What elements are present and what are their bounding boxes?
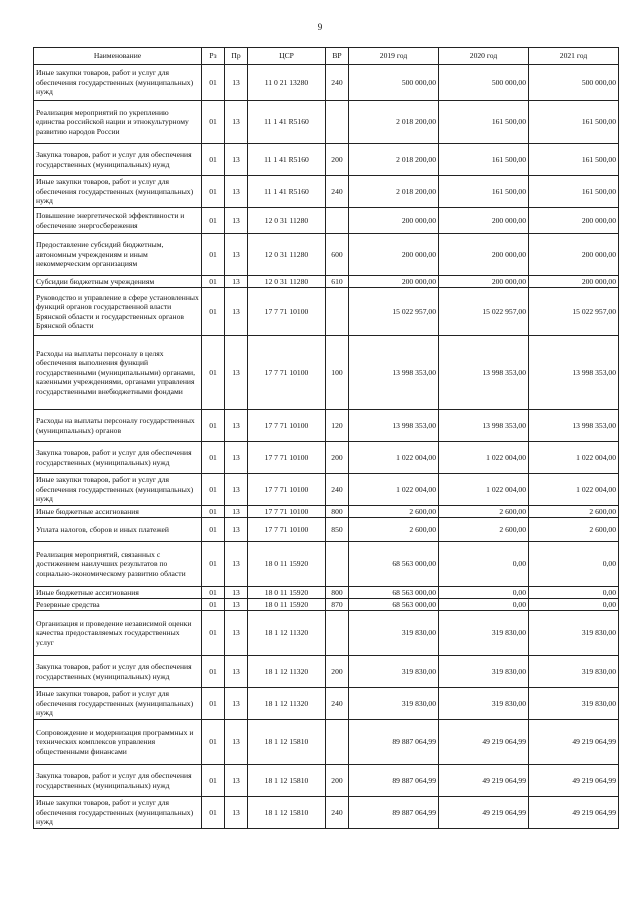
row-rz: 01 xyxy=(202,336,225,410)
row-csr: 18 1 12 11320 xyxy=(248,688,326,720)
row-vr xyxy=(326,542,349,587)
row-csr: 11 0 21 13280 xyxy=(248,65,326,101)
row-name: Руководство и управление в сфере установленных функций органов государственной власти Брянской области и государственных органов Брянской области xyxy=(34,288,202,336)
row-csr: 17 7 71 10100 xyxy=(248,474,326,506)
row-2021: 13 998 353,00 xyxy=(529,410,619,442)
row-csr: 17 7 71 10100 xyxy=(248,288,326,336)
row-2020: 15 022 957,00 xyxy=(439,288,529,336)
row-vr: 120 xyxy=(326,410,349,442)
row-pr: 13 xyxy=(225,144,248,176)
row-csr: 18 0 11 15920 xyxy=(248,599,326,611)
row-2019: 2 018 200,00 xyxy=(349,101,439,144)
row-pr: 13 xyxy=(225,765,248,797)
row-name: Иные закупки товаров, работ и услуг для обеспечения государственных (муниципальных) нужд xyxy=(34,65,202,101)
row-rz: 01 xyxy=(202,506,225,518)
row-2021: 500 000,00 xyxy=(529,65,619,101)
row-name: Реализация мероприятий по укреплению единства российской нации и этнокультурному развитию народов России xyxy=(34,101,202,144)
row-2019: 89 887 064,99 xyxy=(349,720,439,765)
row-vr: 870 xyxy=(326,599,349,611)
header-name: Наименование xyxy=(34,48,202,65)
row-vr: 200 xyxy=(326,765,349,797)
row-vr xyxy=(326,208,349,234)
row-2020: 319 830,00 xyxy=(439,611,529,656)
table-row xyxy=(34,587,619,599)
row-2021: 161 500,00 xyxy=(529,144,619,176)
row-rz: 01 xyxy=(202,234,225,276)
row-2021: 49 219 064,99 xyxy=(529,720,619,765)
row-2021: 1 022 004,00 xyxy=(529,442,619,474)
row-pr: 13 xyxy=(225,336,248,410)
row-csr: 17 7 71 10100 xyxy=(248,506,326,518)
row-pr: 13 xyxy=(225,797,248,829)
row-csr: 18 0 11 15920 xyxy=(248,587,326,599)
row-csr: 18 1 12 11320 xyxy=(248,656,326,688)
row-2019: 319 830,00 xyxy=(349,611,439,656)
table-row xyxy=(34,288,619,336)
row-2021: 161 500,00 xyxy=(529,101,619,144)
row-2019: 1 022 004,00 xyxy=(349,442,439,474)
table-row xyxy=(34,599,619,611)
row-rz: 01 xyxy=(202,276,225,288)
row-pr: 13 xyxy=(225,208,248,234)
row-2021: 0,00 xyxy=(529,542,619,587)
row-name: Резервные средства xyxy=(34,599,202,611)
row-2019: 13 998 353,00 xyxy=(349,410,439,442)
row-vr: 240 xyxy=(326,65,349,101)
row-2021: 200 000,00 xyxy=(529,234,619,276)
row-vr: 200 xyxy=(326,656,349,688)
row-name: Расходы на выплаты персоналу государственных (муниципальных) органов xyxy=(34,410,202,442)
table-row xyxy=(34,611,619,656)
row-vr: 200 xyxy=(326,144,349,176)
row-name: Закупка товаров, работ и услуг для обеспечения государственных (муниципальных) нужд xyxy=(34,442,202,474)
row-2019: 2 018 200,00 xyxy=(349,144,439,176)
row-csr: 18 1 12 11320 xyxy=(248,611,326,656)
row-rz: 01 xyxy=(202,288,225,336)
table-row xyxy=(34,765,619,797)
row-2021: 200 000,00 xyxy=(529,208,619,234)
row-2021: 1 022 004,00 xyxy=(529,474,619,506)
table-row xyxy=(34,542,619,587)
row-pr: 13 xyxy=(225,442,248,474)
table-row xyxy=(34,336,619,410)
row-pr: 13 xyxy=(225,611,248,656)
row-pr: 13 xyxy=(225,101,248,144)
table-row xyxy=(34,276,619,288)
row-2021: 2 600,00 xyxy=(529,506,619,518)
row-name: Предоставление субсидий бюджетным, автономным учреждениям и иным некоммерческим организациям xyxy=(34,234,202,276)
row-2019: 68 563 000,00 xyxy=(349,587,439,599)
row-2021: 15 022 957,00 xyxy=(529,288,619,336)
row-name: Закупка товаров, работ и услуг для обеспечения государственных (муниципальных) нужд xyxy=(34,765,202,797)
row-2019: 13 998 353,00 xyxy=(349,336,439,410)
row-2020: 161 500,00 xyxy=(439,176,529,208)
header-vr: ВР xyxy=(326,48,349,65)
row-csr: 12 0 31 11280 xyxy=(248,234,326,276)
row-csr: 12 0 31 11280 xyxy=(248,276,326,288)
row-rz: 01 xyxy=(202,765,225,797)
row-2021: 319 830,00 xyxy=(529,688,619,720)
row-csr: 17 7 71 10100 xyxy=(248,442,326,474)
row-2020: 0,00 xyxy=(439,542,529,587)
row-vr: 240 xyxy=(326,176,349,208)
row-name: Иные закупки товаров, работ и услуг для обеспечения государственных (муниципальных) нужд xyxy=(34,474,202,506)
table-row xyxy=(34,656,619,688)
row-name: Уплата налогов, сборов и иных платежей xyxy=(34,518,202,542)
row-name: Иные бюджетные ассигнования xyxy=(34,506,202,518)
row-2021: 49 219 064,99 xyxy=(529,797,619,829)
row-name: Реализация мероприятий, связанных с достижением наилучших результатов по социально-экономическому развитию области xyxy=(34,542,202,587)
table-row xyxy=(34,176,619,208)
table-row xyxy=(34,234,619,276)
row-csr: 18 1 12 15810 xyxy=(248,765,326,797)
row-pr: 13 xyxy=(225,720,248,765)
budget-table xyxy=(33,47,619,829)
row-2021: 0,00 xyxy=(529,587,619,599)
row-rz: 01 xyxy=(202,518,225,542)
row-csr: 17 7 71 10100 xyxy=(248,518,326,542)
row-2020: 200 000,00 xyxy=(439,208,529,234)
row-csr: 18 1 12 15810 xyxy=(248,797,326,829)
table-row xyxy=(34,506,619,518)
row-rz: 01 xyxy=(202,176,225,208)
row-pr: 13 xyxy=(225,587,248,599)
header-csr: ЦСР xyxy=(248,48,326,65)
row-2019: 200 000,00 xyxy=(349,276,439,288)
row-name: Иные закупки товаров, работ и услуг для обеспечения государственных (муниципальных) нужд xyxy=(34,797,202,829)
row-name: Иные закупки товаров, работ и услуг для обеспечения государственных (муниципальных) нужд xyxy=(34,688,202,720)
row-rz: 01 xyxy=(202,65,225,101)
row-name: Закупка товаров, работ и услуг для обеспечения государственных (муниципальных) нужд xyxy=(34,656,202,688)
row-pr: 13 xyxy=(225,176,248,208)
row-rz: 01 xyxy=(202,656,225,688)
table-row xyxy=(34,797,619,829)
page-number: 9 xyxy=(317,22,323,32)
row-csr: 17 7 71 10100 xyxy=(248,336,326,410)
table-row xyxy=(34,474,619,506)
header-2021: 2021 год xyxy=(529,48,619,65)
row-vr xyxy=(326,720,349,765)
row-rz: 01 xyxy=(202,208,225,234)
row-vr: 800 xyxy=(326,587,349,599)
row-rz: 01 xyxy=(202,542,225,587)
row-2020: 0,00 xyxy=(439,599,529,611)
row-rz: 01 xyxy=(202,442,225,474)
row-vr xyxy=(326,611,349,656)
row-name: Повышение энергетической эффективности и обеспечение энергосбережения xyxy=(34,208,202,234)
table-row xyxy=(34,208,619,234)
table-row xyxy=(34,720,619,765)
table-row xyxy=(34,65,619,101)
row-2020: 2 600,00 xyxy=(439,506,529,518)
row-csr: 11 1 41 R5160 xyxy=(248,101,326,144)
row-2021: 161 500,00 xyxy=(529,176,619,208)
row-2020: 161 500,00 xyxy=(439,101,529,144)
row-vr: 200 xyxy=(326,442,349,474)
row-csr: 18 1 12 15810 xyxy=(248,720,326,765)
row-2020: 161 500,00 xyxy=(439,144,529,176)
row-rz: 01 xyxy=(202,474,225,506)
row-vr: 800 xyxy=(326,506,349,518)
row-2020: 500 000,00 xyxy=(439,65,529,101)
row-2019: 319 830,00 xyxy=(349,688,439,720)
row-pr: 13 xyxy=(225,688,248,720)
row-vr: 850 xyxy=(326,518,349,542)
row-name: Закупка товаров, работ и услуг для обеспечения государственных (муниципальных) нужд xyxy=(34,144,202,176)
row-rz: 01 xyxy=(202,599,225,611)
row-2021: 319 830,00 xyxy=(529,656,619,688)
row-2020: 49 219 064,99 xyxy=(439,765,529,797)
header-pr: Пр xyxy=(225,48,248,65)
header-2020: 2020 год xyxy=(439,48,529,65)
row-pr: 13 xyxy=(225,599,248,611)
row-pr: 13 xyxy=(225,234,248,276)
row-2019: 89 887 064,99 xyxy=(349,797,439,829)
table-row xyxy=(34,518,619,542)
row-pr: 13 xyxy=(225,474,248,506)
row-2021: 200 000,00 xyxy=(529,276,619,288)
row-2020: 13 998 353,00 xyxy=(439,410,529,442)
row-2019: 2 600,00 xyxy=(349,518,439,542)
row-rz: 01 xyxy=(202,101,225,144)
row-csr: 11 1 41 R5160 xyxy=(248,176,326,208)
row-2020: 200 000,00 xyxy=(439,276,529,288)
row-pr: 13 xyxy=(225,276,248,288)
row-2020: 200 000,00 xyxy=(439,234,529,276)
row-2020: 1 022 004,00 xyxy=(439,474,529,506)
row-csr: 12 0 31 11280 xyxy=(248,208,326,234)
row-pr: 13 xyxy=(225,65,248,101)
row-2020: 319 830,00 xyxy=(439,688,529,720)
row-vr: 240 xyxy=(326,797,349,829)
row-pr: 13 xyxy=(225,506,248,518)
header-2019: 2019 год xyxy=(349,48,439,65)
row-2020: 2 600,00 xyxy=(439,518,529,542)
row-name: Сопровождение и модернизация программных и технических комплексов управления общественными финансами xyxy=(34,720,202,765)
row-2019: 2 018 200,00 xyxy=(349,176,439,208)
row-pr: 13 xyxy=(225,410,248,442)
row-rz: 01 xyxy=(202,720,225,765)
row-vr: 240 xyxy=(326,474,349,506)
row-2021: 49 219 064,99 xyxy=(529,765,619,797)
row-rz: 01 xyxy=(202,144,225,176)
row-pr: 13 xyxy=(225,518,248,542)
row-2019: 2 600,00 xyxy=(349,506,439,518)
row-vr xyxy=(326,288,349,336)
row-csr: 18 0 11 15920 xyxy=(248,542,326,587)
row-pr: 13 xyxy=(225,656,248,688)
header-rz: Рз xyxy=(202,48,225,65)
row-vr: 600 xyxy=(326,234,349,276)
table-row xyxy=(34,442,619,474)
row-name: Иные закупки товаров, работ и услуг для обеспечения государственных (муниципальных) нужд xyxy=(34,176,202,208)
row-pr: 13 xyxy=(225,288,248,336)
row-2020: 13 998 353,00 xyxy=(439,336,529,410)
table-row xyxy=(34,410,619,442)
row-vr: 100 xyxy=(326,336,349,410)
row-2020: 1 022 004,00 xyxy=(439,442,529,474)
row-2019: 319 830,00 xyxy=(349,656,439,688)
row-csr: 17 7 71 10100 xyxy=(248,410,326,442)
table-row xyxy=(34,101,619,144)
row-2020: 49 219 064,99 xyxy=(439,797,529,829)
row-2019: 15 022 957,00 xyxy=(349,288,439,336)
row-name: Иные бюджетные ассигнования xyxy=(34,587,202,599)
row-2021: 2 600,00 xyxy=(529,518,619,542)
row-2020: 0,00 xyxy=(439,587,529,599)
row-2019: 68 563 000,00 xyxy=(349,599,439,611)
row-2019: 68 563 000,00 xyxy=(349,542,439,587)
row-2019: 500 000,00 xyxy=(349,65,439,101)
row-rz: 01 xyxy=(202,688,225,720)
row-2021: 319 830,00 xyxy=(529,611,619,656)
row-2019: 1 022 004,00 xyxy=(349,474,439,506)
table-row xyxy=(34,688,619,720)
row-vr xyxy=(326,101,349,144)
row-rz: 01 xyxy=(202,797,225,829)
row-2020: 49 219 064,99 xyxy=(439,720,529,765)
row-2019: 200 000,00 xyxy=(349,234,439,276)
row-vr: 240 xyxy=(326,688,349,720)
row-name: Организация и проведение независимой оценки качества предоставляемых государственных услуг xyxy=(34,611,202,656)
row-rz: 01 xyxy=(202,611,225,656)
row-vr: 610 xyxy=(326,276,349,288)
row-rz: 01 xyxy=(202,410,225,442)
row-2019: 89 887 064,99 xyxy=(349,765,439,797)
row-2020: 319 830,00 xyxy=(439,656,529,688)
row-name: Субсидии бюджетным учреждениям xyxy=(34,276,202,288)
row-csr: 11 1 41 R5160 xyxy=(248,144,326,176)
table-header-row xyxy=(34,48,619,65)
row-2019: 200 000,00 xyxy=(349,208,439,234)
row-name: Расходы на выплаты персоналу в целях обеспечения выполнения функций государственными (муниципальными) органами, казенными учреждениями, органами управления государственными внебюджетными фондами xyxy=(34,336,202,410)
row-2021: 13 998 353,00 xyxy=(529,336,619,410)
table-row xyxy=(34,144,619,176)
row-rz: 01 xyxy=(202,587,225,599)
row-pr: 13 xyxy=(225,542,248,587)
row-2021: 0,00 xyxy=(529,599,619,611)
